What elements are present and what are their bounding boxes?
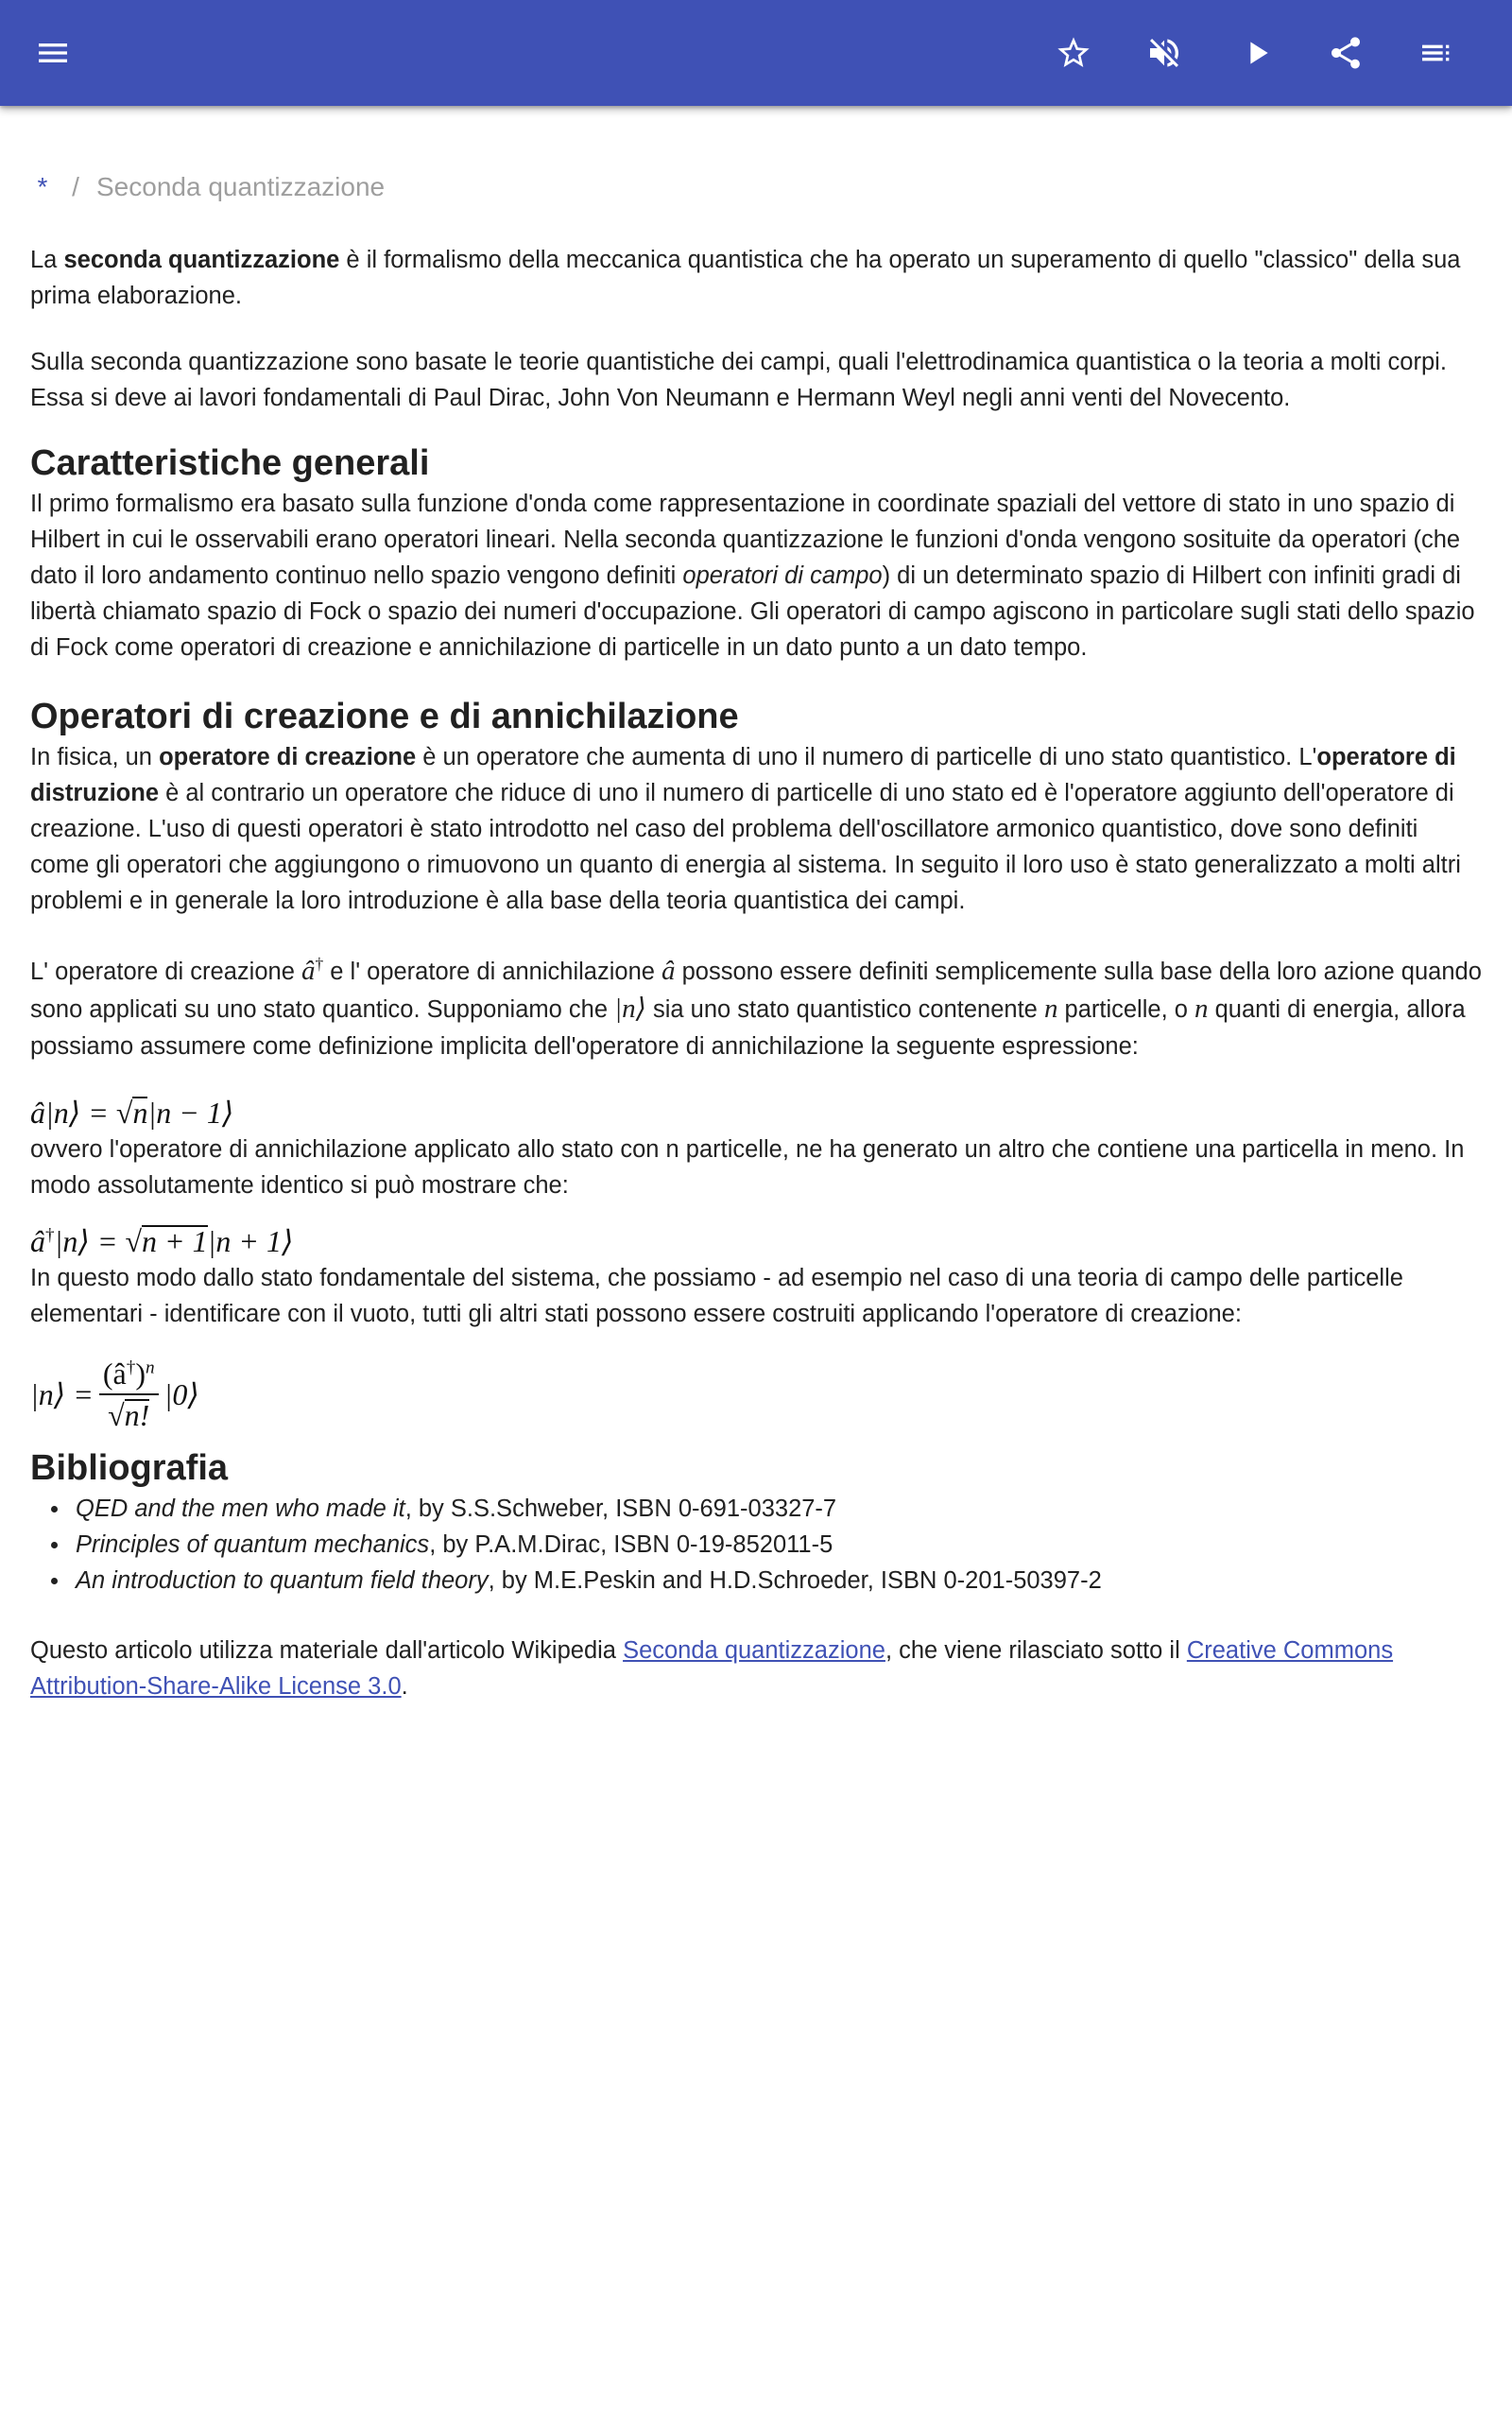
volume-off-icon (1145, 34, 1183, 72)
text: è un operatore che aumenta di uno il numero di particelle di uno stato quantistico. L' (416, 744, 1317, 770)
toc-button[interactable] (1406, 23, 1467, 83)
play-icon (1238, 34, 1276, 72)
intro-paragraph-2: Sulla seconda quantizzazione sono basate le teorie quantistiche dei campi, quali l'elettrodinamica quantistica o la teoria a molti corpi. Essa si deve ai lavori fondamentali di Paul Dirac, John Von Neumann e Hermann Weyl negli anni venti del Novecento. (30, 349, 1447, 411)
math-n: n (1043, 994, 1058, 1024)
menu-button[interactable] (23, 23, 83, 83)
book-title: QED and the men who made it (76, 1495, 405, 1522)
breadcrumb (26, 168, 385, 206)
text: , by S.S.Schweber, ISBN 0-691-03327-7 (404, 1495, 837, 1522)
formula-creation: â†|n⟩ = √n + 1|n + 1⟩ (30, 1224, 294, 1258)
fraction: $\frac{(â^\dagger)^n}{√n!}$ (99, 1356, 159, 1433)
text: L' operatore di creazione (30, 959, 301, 985)
text: quanti di energia, allora possiamo assumere come definizione implicita dell'operatore di annichilazione la seguente espressione: (30, 996, 1466, 1060)
bibliography-item (76, 1491, 1482, 1527)
article-body (30, 242, 1482, 1735)
section2-paragraph-3: ovvero l'operatore di annichilazione applicato allo stato con n particelle, ne ha generato un altro che contiene una particella in meno. In modo assolutamente identico si può mostrare che: (30, 1136, 1465, 1199)
section-heading-caratteristiche: Caratteristiche generali (30, 443, 430, 483)
text: particelle, o (1057, 996, 1195, 1023)
text: Questo articolo utilizza materiale dall'articolo Wikipedia (30, 1637, 624, 1664)
share-icon (1327, 34, 1365, 72)
math-creation-operator: â† (301, 954, 324, 986)
breadcrumb-current: Seconda quantizzazione (96, 172, 386, 201)
app-bar (0, 0, 1512, 106)
playlist-icon (1418, 34, 1455, 72)
bibliography-item (76, 1527, 1482, 1563)
book-title: An introduction to quantum field theory (76, 1567, 489, 1594)
wikipedia-article-link[interactable]: Seconda quantizzazione (623, 1637, 885, 1664)
star-outline-icon (1055, 34, 1092, 72)
section2-paragraph-2 (30, 953, 1482, 1065)
text: , by P.A.M.Dirac, ISBN 0-19-852011-5 (429, 1531, 833, 1558)
formula-annihilation: â|n⟩ = √n|n − 1⟩ (30, 1096, 234, 1130)
favorite-button[interactable] (1043, 23, 1104, 83)
menu-icon (34, 34, 72, 72)
section2-paragraph-4: In questo modo dallo stato fondamentale del sistema, che possiamo - ad esempio nel caso di una teoria di campo delle particelle elementari - identificare con il vuoto, tutti gli altri stati possono essere costruiti applicando l'operatore di creazione: (30, 1265, 1403, 1327)
breadcrumb-home-link[interactable]: * (37, 172, 48, 201)
section1-paragraph (30, 486, 1482, 666)
share-button[interactable] (1315, 23, 1376, 83)
math-annihilation-operator: â (662, 956, 676, 986)
book-title: Principles of quantum mechanics (76, 1531, 430, 1558)
text: possono essere definiti semplicemente sulla base della loro azione quando sono applicati su uno stato quantico. Supponiamo che (30, 959, 1482, 1023)
text: , by M.E.Peskin and H.D.Schroeder, ISBN 0-201-50397-2 (488, 1567, 1102, 1594)
section2-paragraph-1 (30, 739, 1482, 919)
text: La (30, 247, 64, 273)
math-n: n (1194, 994, 1209, 1024)
bold-term: operatore di distruzione (30, 744, 1456, 806)
section-heading-bibliografia: Bibliografia (30, 1448, 229, 1488)
text: sia uno stato quantistico contenente (645, 996, 1044, 1023)
license-link[interactable]: Creative Commons Attribution-Share-Alike License 3.0 (30, 1637, 1394, 1700)
text: ) di un determinato spazio di Hilbert con infiniti gradi di libertà chiamato spazio di Fock o spazio dei numeri d'occupazione. Gli operatori di campo agiscono in particolare sugli stati dello spazio di Fock come operatori di creazione e annichilazione di particelle in un dato punto a un dato tempo. (30, 562, 1475, 661)
bibliography-list (76, 1491, 1482, 1599)
text: è il formalismo della meccanica quantistica che ha operato un superamento di quello "classico" della sua prima elaborazione. (30, 247, 1461, 309)
play-button[interactable] (1227, 23, 1287, 83)
intro-paragraph-1 (30, 242, 1482, 314)
text: In fisica, un (30, 744, 160, 770)
bold-term: seconda quantizzazione (63, 247, 340, 273)
text: e l' operatore di annichilazione (323, 959, 662, 985)
italic-term: operatori di campo (682, 562, 883, 589)
text: , che viene rilasciato sotto il (885, 1637, 1187, 1664)
formula-fock-state: |n⟩ = $\frac{(â^\dagger)^n}{√n!}$ |0⟩ (30, 1357, 199, 1432)
text: Il primo formalismo era basato sulla funzione d'onda come rappresentazione in coordinate spaziali del vettore di stato in uno spazio di Hilbert in cui le osservabili erano operatori lineari. Nella seconda quantizzazione le funzioni d'onda vengono sosituite da operatori (che dato il loro andamento continuo nello spazio vengono definiti (30, 491, 1461, 589)
text: è al contrario un operatore che riduce di uno il numero di particelle di uno stato ed è l'operatore aggiunto dell'operatore di creazione. L'uso di questi operatori è stato introdotto nel caso del problema dell'oscillatore armonico quantistico, dove sono definiti come gli operatori che aggiungono o rimuovono un quanto di energia al sistema. In seguito il loro uso è stato generalizzato a molti altri problemi e in generale la loro introduzione è alla base della teoria quantistica dei campi. (30, 780, 1461, 914)
breadcrumb-separator: / (72, 172, 79, 201)
text: . (401, 1673, 408, 1700)
bibliography-item (76, 1563, 1482, 1599)
section-heading-operatori: Operatori di creazione e di annichilazione (30, 697, 739, 736)
mute-button[interactable] (1134, 23, 1194, 83)
license-footer (30, 1633, 1482, 1704)
bold-term: operatore di creazione (159, 744, 417, 770)
math-ket-n: |n⟩ (614, 994, 646, 1024)
